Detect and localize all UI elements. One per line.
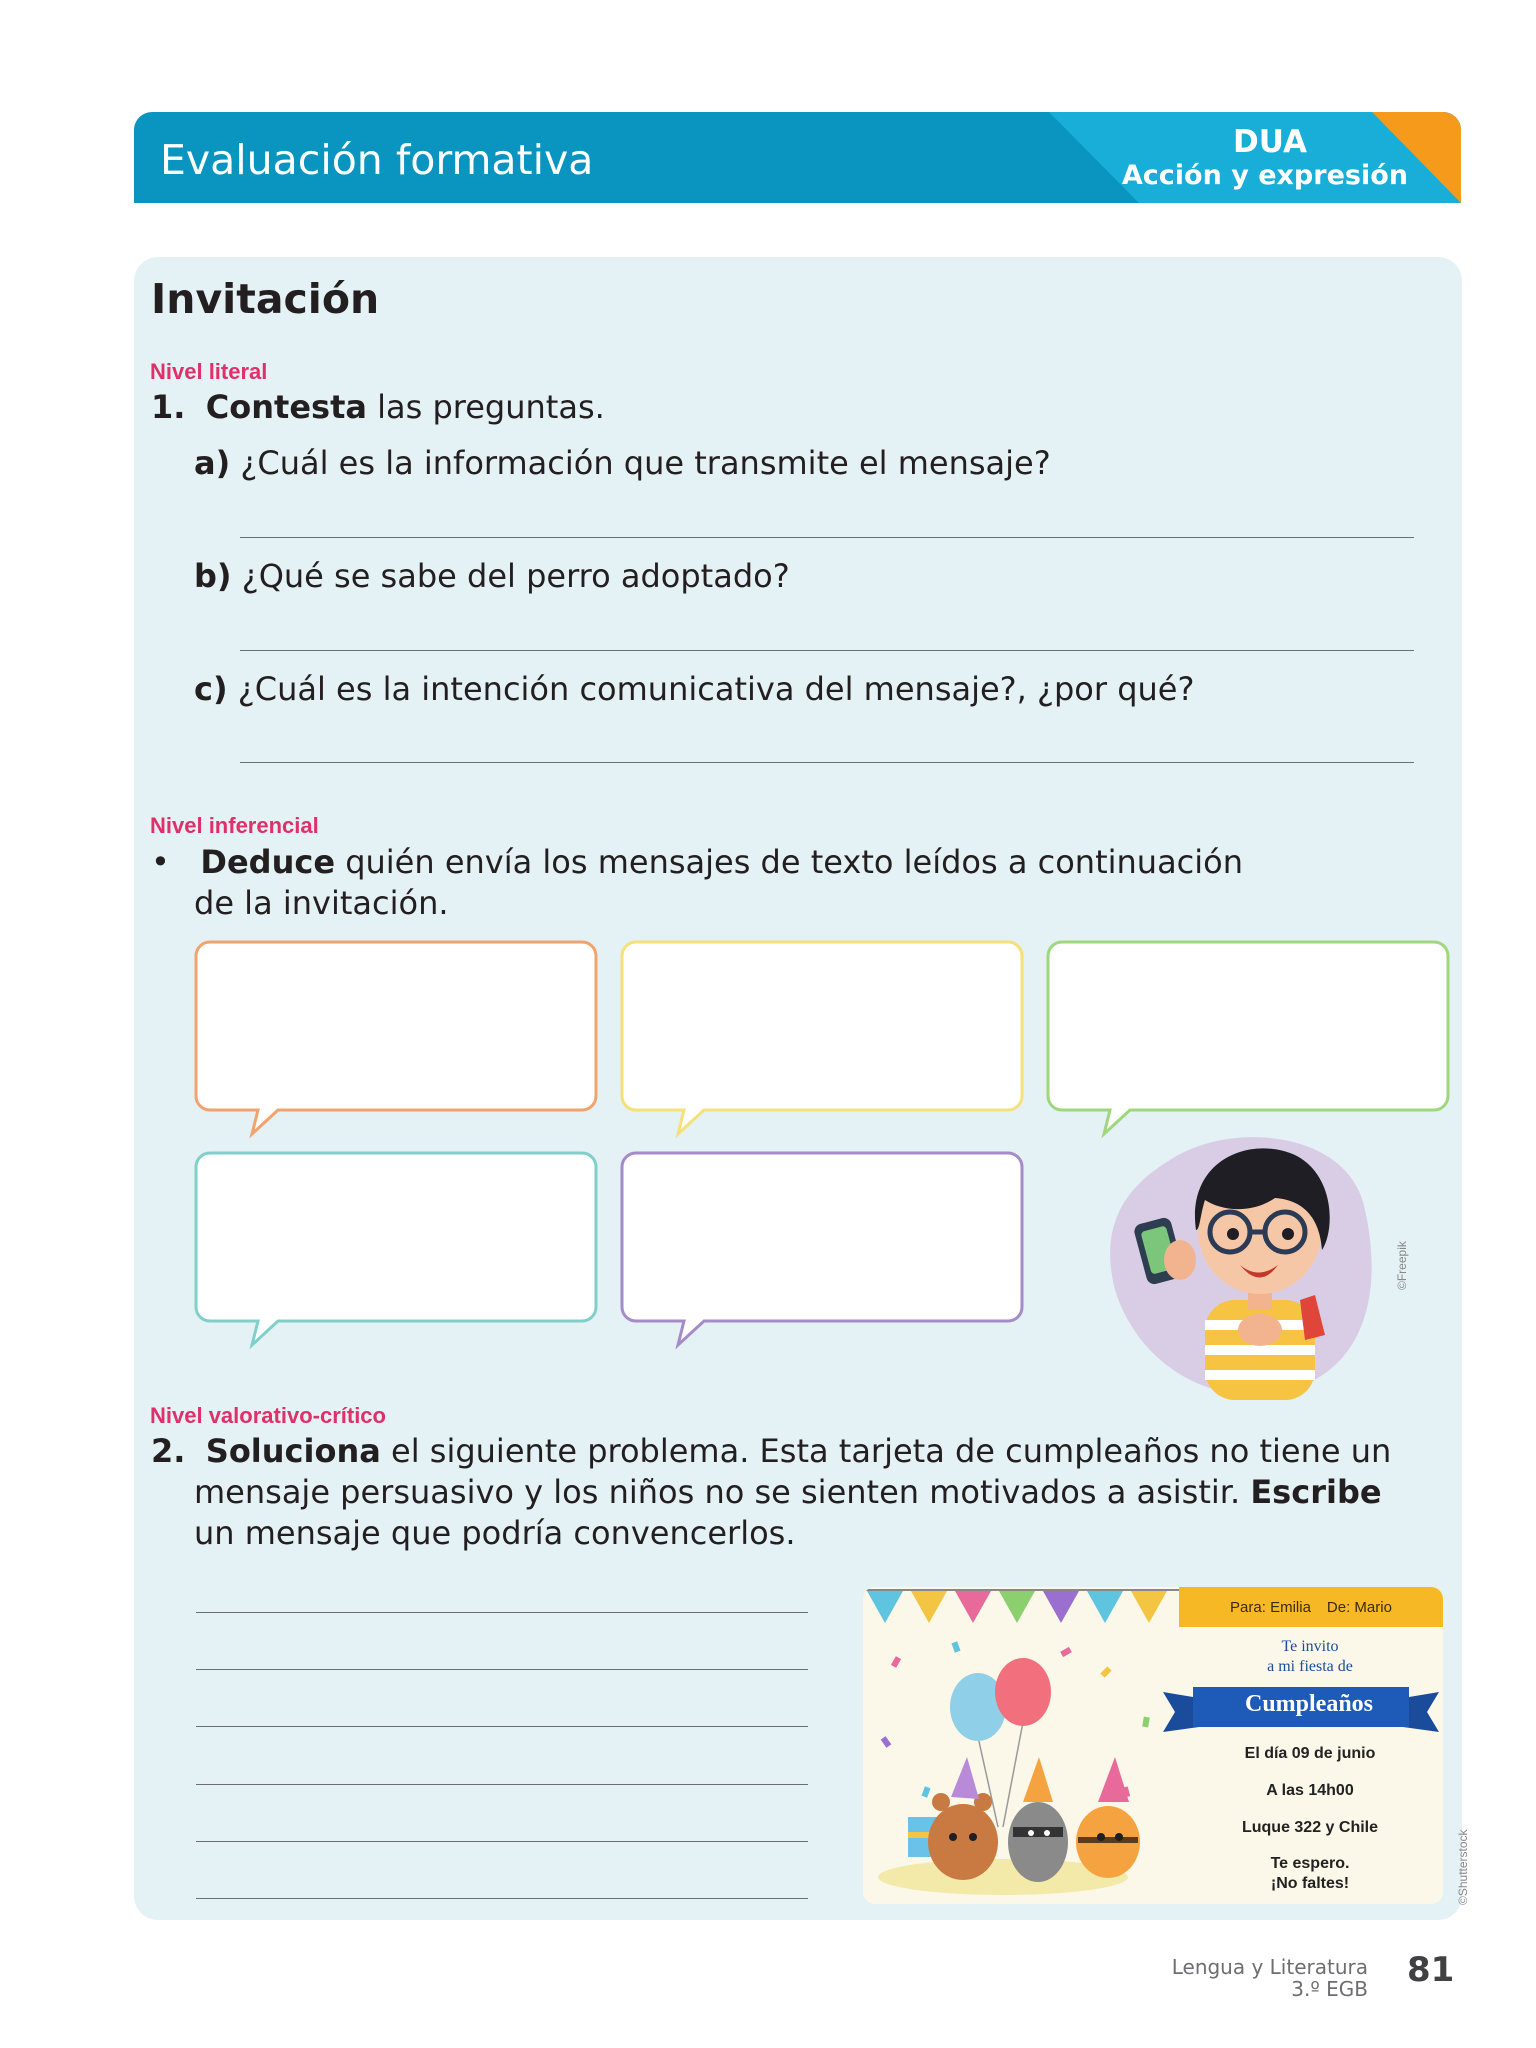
invitation-date: El día 09 de junio [1244,1745,1376,1762]
writing-line-2[interactable] [196,1669,808,1670]
section-title: Invitación [151,275,380,323]
invitation-banner-text: Cumpleaños [1244,1691,1374,1717]
dua-subtitle: Acción y expresión [1121,160,1408,191]
deduce-line1-rest: quién envía los mensajes de texto leídos a continuación [335,843,1244,881]
card-image-credit: ©Shutterstock [1456,1829,1470,1905]
footer-grade: 3.º EGB [1291,1977,1368,2001]
level-critical-label: Nivel valorativo-crítico [150,1403,386,1428]
kid-image-credit: ©Freepik [1395,1241,1409,1290]
dua-title: DUA [1233,124,1307,160]
question-1c-text: ¿Cuál es la intención comunicativa del mensaje?, ¿por qué? [227,670,1195,708]
question-1-number: 1. [151,388,186,426]
question-1-verb: Contesta [205,388,367,426]
deduce-bullet: • [151,843,170,881]
birthday-invitation-card [863,1587,1443,1904]
invitation-place: Luque 322 y Chile [1241,1819,1379,1836]
question-1-rest: las preguntas. [366,388,605,426]
speech-bubble-orange [196,942,596,1134]
writing-line-3[interactable] [196,1726,808,1727]
question-2-number: 2. [151,1432,186,1470]
invitation-line-2: a mi fiesta de [1267,1658,1353,1675]
question-1b-text: ¿Qué se sabe del perro adoptado? [231,557,790,595]
writing-line-5[interactable] [196,1841,808,1842]
question-2-line3: un mensaje que podría convencerlos. [194,1514,796,1552]
question-2-verb: Soluciona [205,1432,381,1470]
writing-line-6[interactable] [196,1898,808,1899]
invitation-to-from [1179,1587,1443,1627]
question-2-line1-rest: el siguiente problema. Esta tarjeta de cumpleaños no tiene un [380,1432,1392,1470]
question-1b-letter: b) [194,557,232,595]
question-2-line2-start: mensaje persuasivo y los niños no se sienten motivados a asistir. [194,1473,1251,1511]
footer-subject [1172,1956,1368,2000]
writing-line-1[interactable] [196,1612,808,1613]
kid-on-phone-illustration [1100,1120,1400,1410]
footer-subject-name: Lengua y Literatura [1171,1955,1368,1979]
question-2-line1 [151,1432,1391,1470]
speech-bubble-teal [196,1153,596,1345]
question-2-write-verb: Escribe [1250,1473,1382,1511]
page-number: 81 [1407,1950,1455,1990]
question-1a-letter: a) [194,444,231,482]
deduce-verb: Deduce [200,843,336,881]
writing-line-4[interactable] [196,1784,808,1785]
level-inferential-label: Nivel inferencial [150,813,319,838]
question-2-line2 [194,1473,1382,1511]
question-1c-letter: c) [194,670,228,708]
speech-bubble-purple [622,1153,1022,1345]
page-header-title: Evaluación formativa [160,136,594,184]
invitation-time: A las 14h00 [1266,1782,1354,1799]
speech-bubble-green [1048,942,1448,1134]
deduce-prompt-line2: de la invitación. [194,884,449,922]
invitation-line-1: Te invito [1281,1638,1339,1655]
invitation-to: Para: Emilia [1230,1598,1311,1616]
speech-bubble-yellow [622,942,1022,1134]
invitation-closing-2: ¡No faltes! [1270,1875,1350,1892]
invitation-closing-1: Te espero. [1270,1855,1350,1872]
level-literal-label: Nivel literal [150,359,268,384]
invitation-from: De: Mario [1326,1598,1392,1616]
question-1a-text: ¿Cuál es la información que transmite el mensaje? [230,444,1051,482]
